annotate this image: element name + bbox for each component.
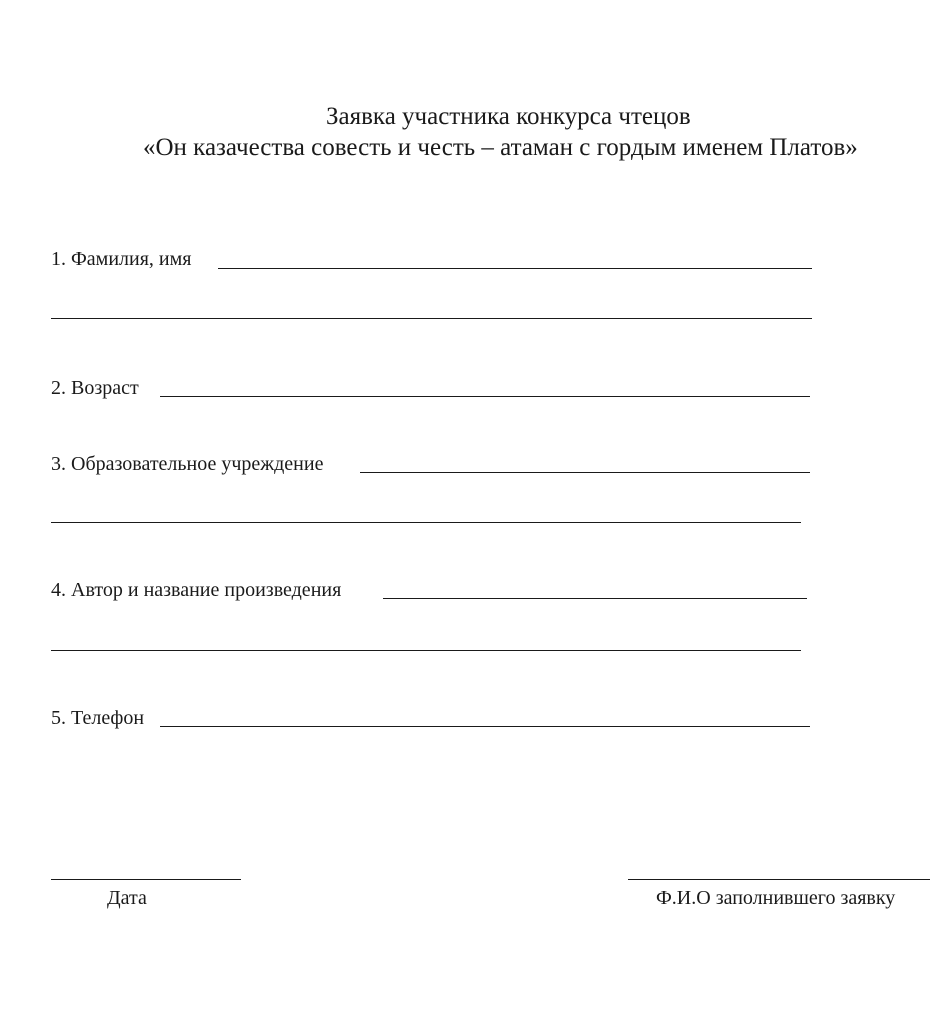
phone-field-label: 5. Телефон	[51, 707, 145, 729]
institution-field-line-2[interactable]	[51, 522, 801, 523]
date-label: Дата	[107, 887, 147, 909]
institution-field-label: 3. Образовательное учреждение	[51, 453, 324, 475]
filler-signature-line[interactable]	[628, 879, 930, 880]
institution-field-line[interactable]	[360, 472, 810, 473]
filler-name-label: Ф.И.О заполнившего заявку	[656, 887, 896, 909]
form-title-line-2: «Он казачества совесть и честь – атаман с гордым именем Платов»	[143, 134, 858, 161]
form-title-line-1: Заявка участника конкурса чтецов	[326, 103, 691, 130]
date-signature-line[interactable]	[51, 879, 241, 880]
work-field-line[interactable]	[383, 598, 807, 599]
age-field-line[interactable]	[160, 396, 810, 397]
work-field-line-2[interactable]	[51, 650, 801, 651]
name-field-label: 1. Фамилия, имя	[51, 248, 192, 270]
name-field-line-2[interactable]	[51, 318, 812, 319]
name-field-line[interactable]	[218, 268, 812, 269]
phone-field-line[interactable]	[160, 726, 810, 727]
age-field-label: 2. Возраст	[51, 377, 139, 399]
work-field-label: 4. Автор и название произведения	[51, 579, 342, 601]
